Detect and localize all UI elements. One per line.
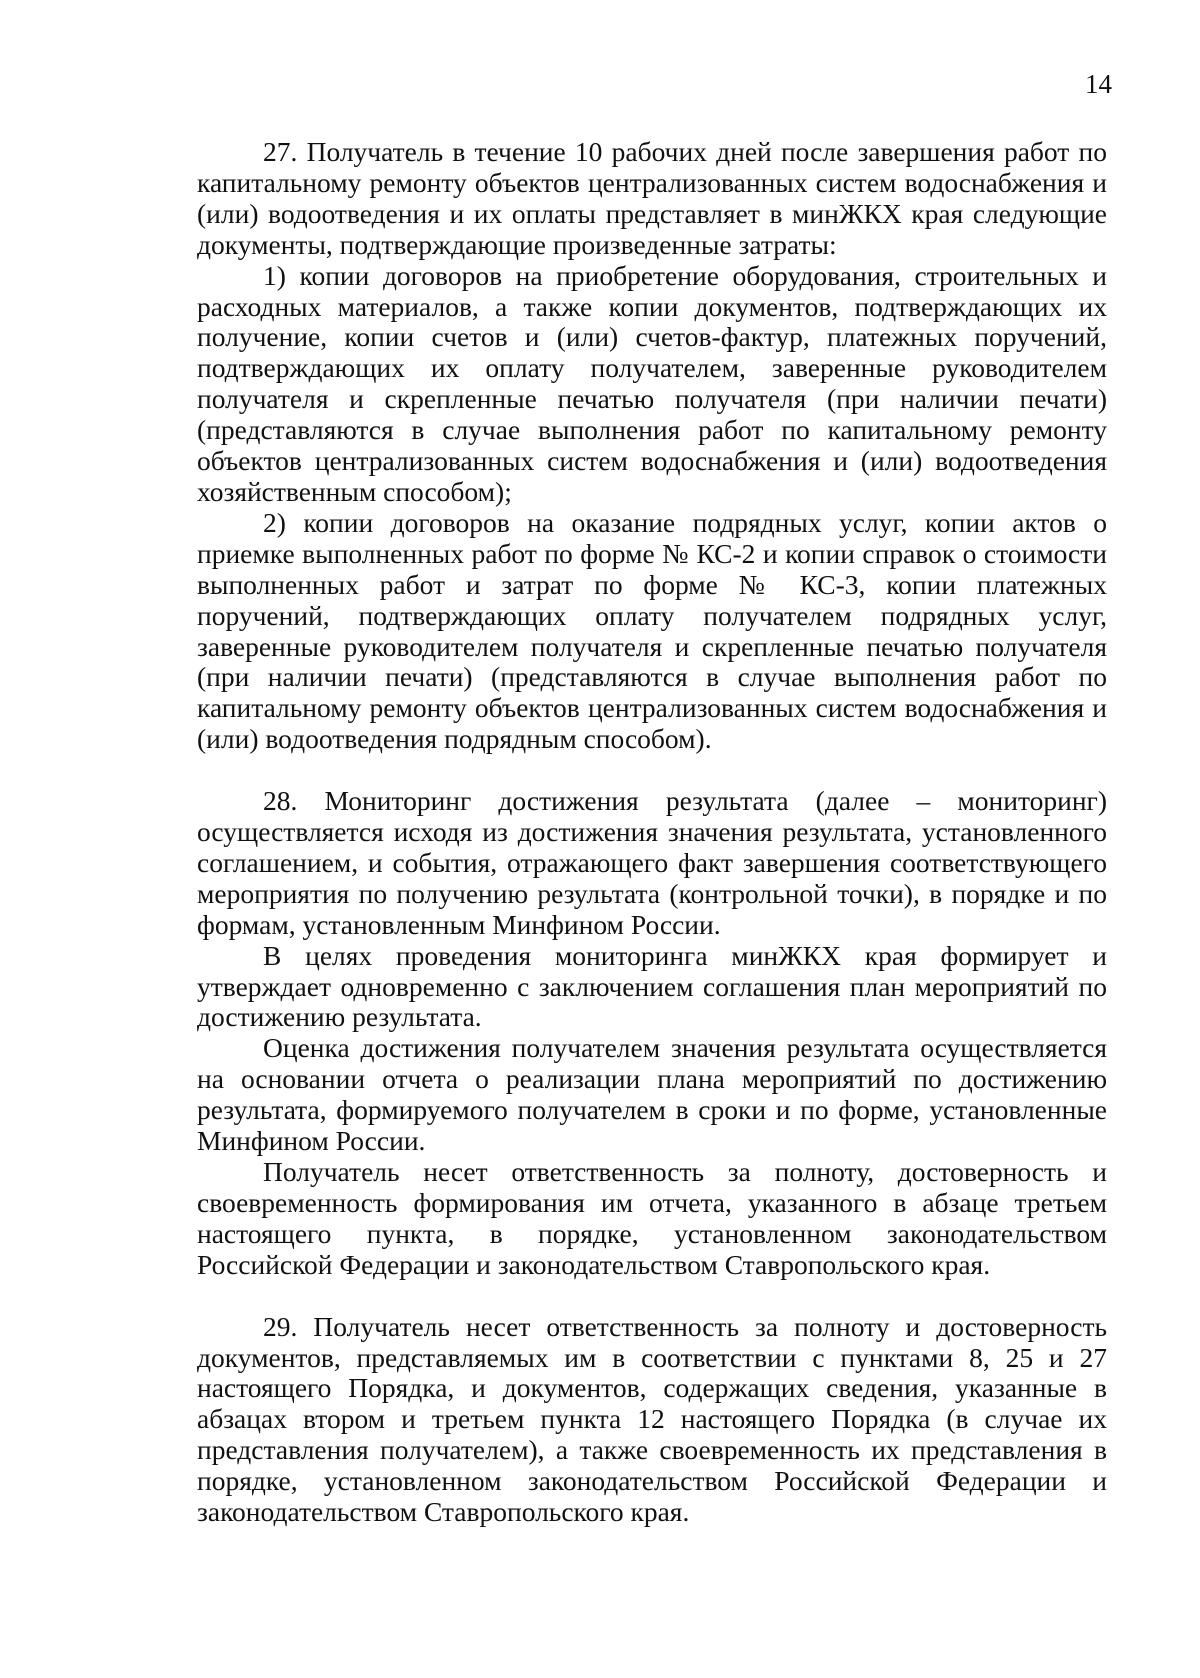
paragraph-28-responsibility: Получатель несет ответственность за полноту, достоверность и своевременность формирования им отчета, указанного в абзаце третьем настоящего пункта, в порядке, установленном законодательством Российской Федерации и законодательством Ставропольского края.: [197, 1156, 1107, 1280]
paragraph-27-item-2: 2) копии договоров на оказание подрядных услуг, копии актов о приемке выполненных работ по форме № КС-2 и копии справок о стоимости выполненных работ и затрат по форме № КС-3, копии платежных поручений, подтверждающих оплату получателем подрядных услуг, заверенные руководителем получателя и скрепленные печатью получателя (при наличии печати) (представляются в случае выполнения работ по капитальному ремонту объектов централизованных систем водоснабжения и (или) водоотведения подрядным способом).: [197, 506, 1107, 755]
paragraph-28-evaluation: Оценка достижения получателем значения результата осуществляется на основании отчета о реализации плана мероприятий по достижению результата, формируемого получателем в сроки и по форме, установленные Минфином России.: [197, 1032, 1107, 1157]
paragraph-27-item-1: 1) копии договоров на приобретение оборудования, строительных и расходных материалов, а также копии документов, подтверждающих их получение, копии счетов и (или) счетов-фактур, платежных поручений, подтверждающих их оплату получателем, заверенные руководителем получателя и скрепленные печатью получателя (при наличии печати) (представляются в случае выполнения работ по капитальному ремонту объектов централизованных систем водоснабжения и (или) водоотведения хозяйственным способом);: [197, 259, 1107, 507]
page-number: 14: [1085, 69, 1112, 99]
paragraph-29: 29. Получатель несет ответственность за полноту и достоверность документов, представляемых им в соответствии с пунктами 8, 25 и 27 настоящего Порядка, и документов, содержащих сведения, указанные в абзацах втором и третьем пункта 12 настоящего Порядка (в случае их представления получателем), а также своевременность их представления в порядке, установленном законодательством Российской Федерации и законодательством Ставропольского края.: [197, 1310, 1107, 1528]
section-gap: [197, 755, 1107, 786]
section-gap: [197, 1281, 1107, 1312]
document-body: [197, 137, 1107, 1528]
paragraph-27: 27. Получатель в течение 10 рабочих дней после завершения работ по капитальному ремонту объектов централизованных систем водоснабжения и (или) водоотведения и их оплаты представляет в минЖКХ края следующие документы, подтверждающие произведенные затраты:: [197, 136, 1107, 260]
paragraph-28: 28. Мониторинг достижения результата (далее – мониторинг) осуществляется исходя из достижения значения результата, установленного соглашением, и события, отражающего факт завершения соответствующего мероприятия по получению результата (контрольной точки), в порядке и по формам, установленным Минфином России.: [197, 785, 1107, 940]
paragraph-28-plan: В целях проведения мониторинга минЖКХ края формирует и утверждает одновременно с заключением соглашения план мероприятий по достижению результата.: [197, 939, 1107, 1033]
